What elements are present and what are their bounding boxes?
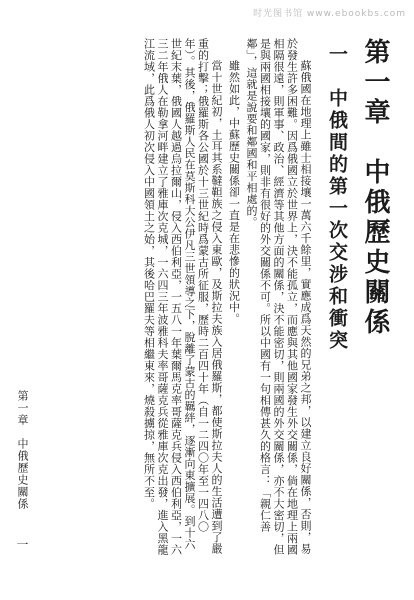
page-number: 一 [15,538,29,550]
paragraph: 蘇俄國在地理上雖士相接壤一萬六千餘里，實應成爲天然的兄弟之邦，以建立良好關係，否則，易於發生許多困難。因爲俄國立於世界上，決不能孤立，而應與其他國家發生外交關係，倘在地理上兩國相隔很遠，則軍事、政治、經濟等其他方面的關係，決不能密切，則兩國的外交關係，亦不大密切，但是與兩國相接壤的國家，則非有很好的外交關係不可。所以中國有一句相傳甚久的格言：「親仁善鄰」，這就是說要和鄰國和平相處的。 [245,38,312,556]
paragraph: 雖然如此，中蘇歷史關係卻一直是在悲慘的狀況中。 [227,60,241,325]
watermark: 时光图书馆 www.ebookbs.com [253,9,406,19]
main-text-column [142,38,390,560]
paragraph: 當十世紀初，土耳其系韃靼族之侵入東歐，及斯拉夫族入居俄羅斯，都使斯拉夫人的生活遭到了嚴重的打擊；俄羅斯各公國於十三世紀時爲蒙古所征服，歷時二百四十年（自一二四〇年至一四八〇年）。其後，俄羅斯人民在莫斯科大公伊凡三世領導之下，脫離了蒙古的羈絆，逐漸向東擴展。到十六世紀末葉，俄國人越過烏拉爾山，侵入西伯利亞，一五八一年葉爾馬克率哥薩克兵侵入西伯利亞，一六三二年俄人在勒拿河畔建立了雅庫次克城，一六四三年波雅科夫率哥薩克兵從雅庫次克出發，進入黑龍江流域，此爲俄人初次侵入中國領土之始，其後哈巴羅夫等相繼東來，燒殺擄掠，無所不至。 [142,38,223,556]
running-header: 第一章 中俄歷史關係 [16,390,29,510]
chapter-title: 第一章 中俄歷史關係 [360,38,390,338]
section-title: 一 中俄間的第一次交涉和衝突 [326,44,348,352]
